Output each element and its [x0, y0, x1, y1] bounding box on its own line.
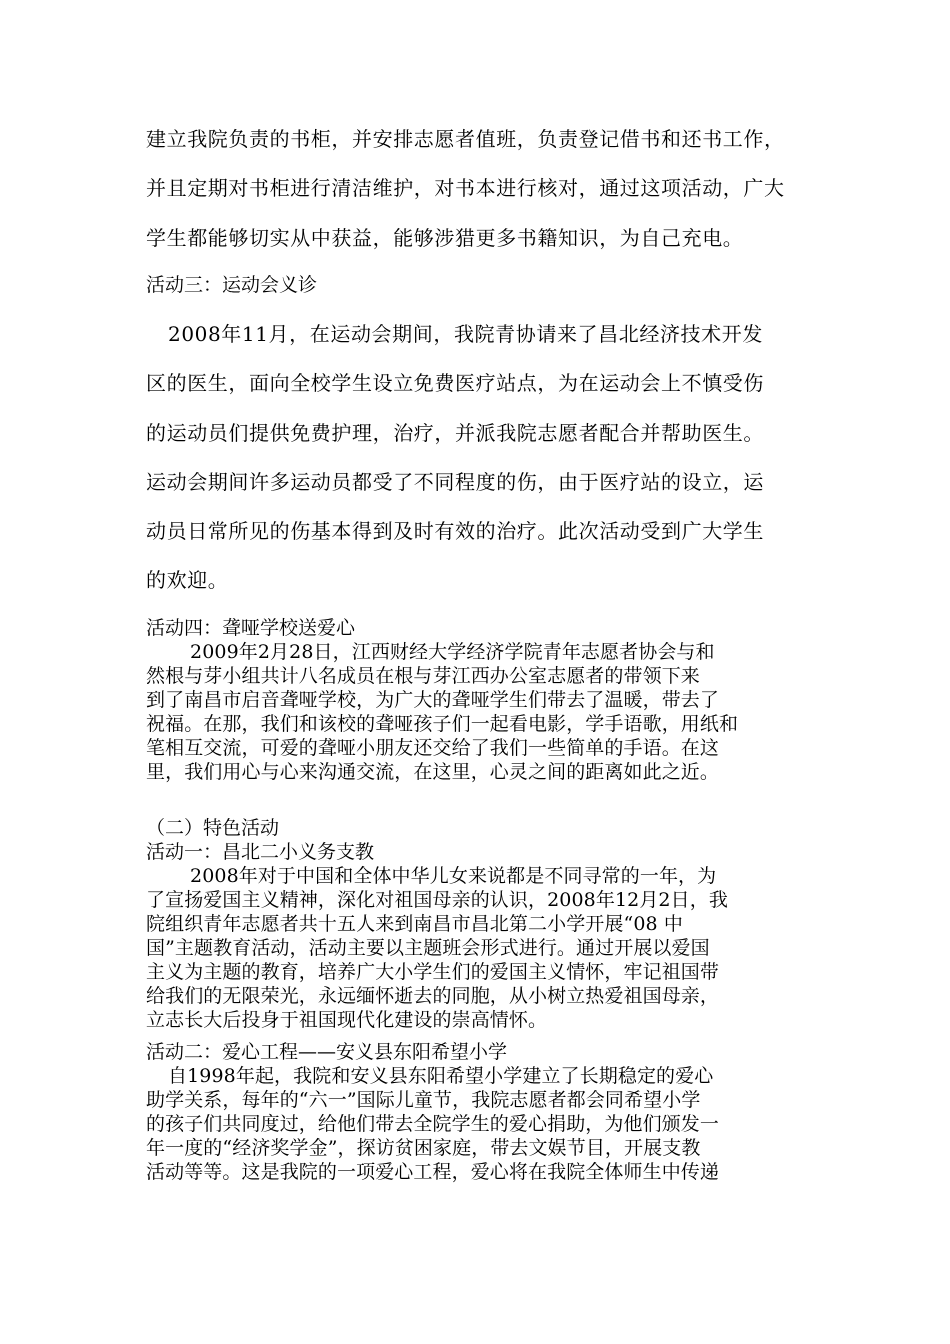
section-heading: 活动三：运动会义诊 — [146, 274, 318, 296]
paragraph-line: 的欢迎。 — [146, 568, 229, 592]
paragraph-line: 里，我们用心与心来沟通交流，在这里，心灵之间的距离如此之近。 — [146, 761, 720, 783]
paragraph-line: 区的医生，面向全校学生设立免费医疗站点，为在运动会上不慎受伤 — [146, 371, 764, 395]
paragraph-line: 的运动员们提供免费护理，治疗，并派我院志愿者配合并帮助医生。 — [146, 421, 764, 445]
paragraph-line: 主义为主题的教育，培养广大小学生们的爱国主义情怀，牢记祖国带 — [146, 961, 720, 983]
paragraph-line: 祝福。在那，我们和该校的聋哑孩子们一起看电影，学手语歌，用纸和 — [146, 713, 739, 735]
paragraph-line: 了宣扬爱国主义精神，深化对祖国母亲的认识，2008年12月2日，我 — [146, 889, 728, 911]
paragraph-line: 学生都能够切实从中获益，能够涉猎更多书籍知识，为自己充电。 — [146, 226, 744, 250]
paragraph-line: 建立我院负责的书柜，并安排志愿者值班，负责登记借书和还书工作， — [146, 127, 785, 151]
section-heading: （二）特色活动 — [146, 817, 280, 839]
paragraph-line: 的孩子们共同度过，给他们带去全院学生的爱心捐助，为他们颁发一 — [146, 1113, 720, 1135]
paragraph-line: 年一度的“经济奖学金”，探访贫困家庭，带去文娱节目，开展支教 — [146, 1137, 701, 1159]
paragraph-line: 给我们的无限荣光，永远缅怀逝去的同胞，从小树立热爱祖国母亲， — [146, 985, 720, 1007]
paragraph-line: 2008年对于中国和全体中华儿女来说都是不同寻常的一年，为 — [190, 865, 717, 887]
paragraph-line: 然根与芽小组共计八名成员在根与芽江西办公室志愿者的带领下来 — [146, 665, 700, 687]
section-heading: 活动一：昌北二小义务支教 — [146, 841, 375, 863]
paragraph-line: 立志长大后投身于祖国现代化建设的崇高情怀。 — [146, 1009, 548, 1031]
paragraph-line: 并且定期对书柜进行清洁维护，对书本进行核对，通过这项活动，广大 — [146, 176, 785, 200]
paragraph-line: 院组织青年志愿者共十五人来到南昌市昌北第二小学开展“08 中 — [146, 913, 683, 935]
paragraph-line: 活动等等。这是我院的一项爱心工程，爱心将在我院全体师生中传递 — [146, 1161, 720, 1183]
paragraph-line: 2009年2月28日，江西财经大学经济学院青年志愿者协会与和 — [190, 641, 715, 663]
paragraph-line: 笔相互交流，可爱的聋哑小朋友还交给了我们一些简单的手语。在这 — [146, 737, 720, 759]
paragraph-line: 国”主题教育活动，活动主要以主题班会形式进行。通过开展以爱国 — [146, 937, 710, 959]
paragraph-line: 助学关系，每年的“六一”国际儿童节，我院志愿者都会同希望小学 — [146, 1089, 701, 1111]
section-heading: 活动四：聋哑学校送爱心 — [146, 617, 356, 639]
section-heading: 活动二：爱心工程——安义县东阳希望小学 — [146, 1041, 508, 1063]
paragraph-line: 动员日常所见的伤基本得到及时有效的治疗。此次活动受到广大学生 — [146, 519, 764, 543]
paragraph-line: 2008年11月，在运动会期间，我院青协请来了昌北经济技术开发 — [168, 322, 763, 346]
paragraph-line: 到了南昌市启音聋哑学校，为广大的聋哑学生们带去了温暖，带去了 — [146, 689, 720, 711]
paragraph-line: 自1998年起，我院和安义县东阳希望小学建立了长期稳定的爱心 — [168, 1065, 714, 1087]
paragraph-line: 运动会期间许多运动员都受了不同程度的伤，由于医疗站的设立，运 — [146, 470, 764, 494]
